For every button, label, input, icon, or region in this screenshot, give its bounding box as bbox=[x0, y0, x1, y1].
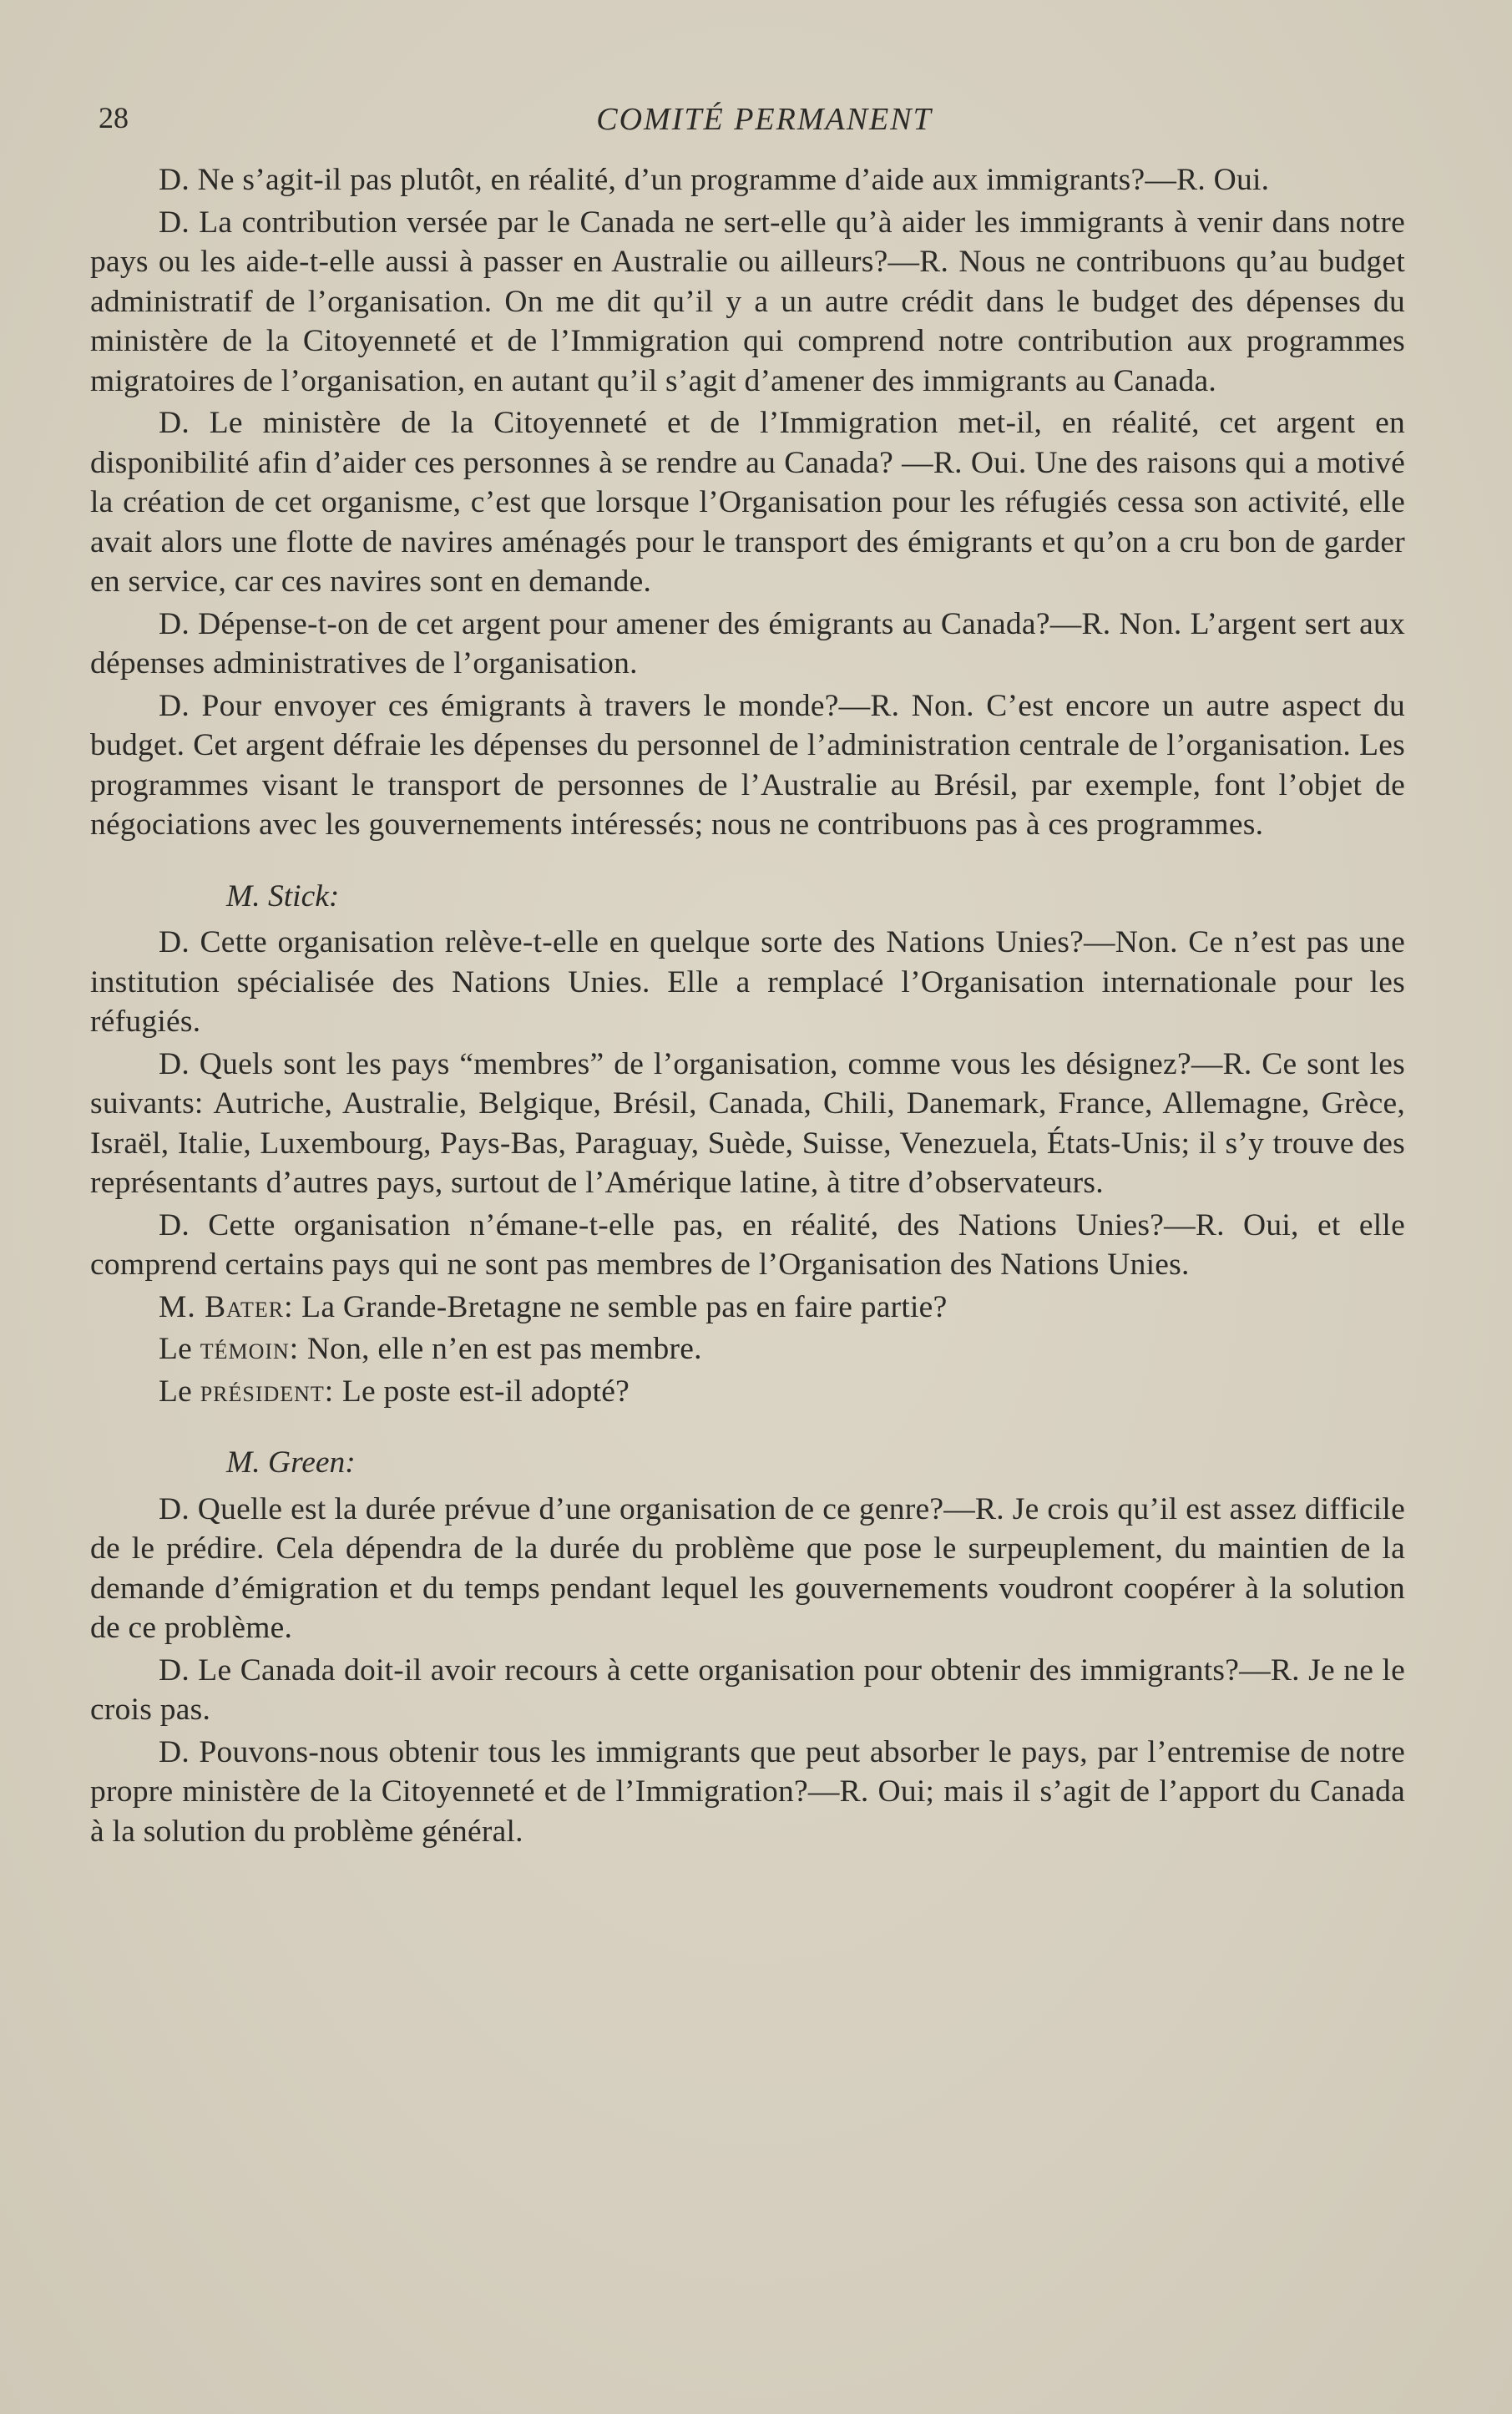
remark-text: Le poste est-il adopté? bbox=[334, 1374, 630, 1409]
paragraph: D. Quelle est la durée prévue d’une organisation de ce genre?—R. Je crois qu’il est assez difficile de le prédire. Cela dépendra de la durée du problème que pose le surpeuplement, du maintien de la demande d’émigration et du temps pendant lequel les gouvernements voudront coopérer à la solution de ce problème. bbox=[90, 1491, 1405, 1645]
paragraph: D. Le ministère de la Citoyenneté et de l’Immigration met-il, en réalité, cet argent en disponibilité afin d’aider ces personnes à se rendre au Canada? —R. Oui. Une des raisons qui a motivé la création de cet organisme, c’est que lorsque l’Organisation pour les réfugiés cessa son activité, elle avait alors une flotte de navires aménagés pour le transport des émigrants et qu’on a cru bon de garder en service, car ces navires sont en demande. bbox=[90, 406, 1405, 599]
page-number: 28 bbox=[99, 101, 129, 134]
paragraph: D. Pour envoyer ces émigrants à travers le monde?—R. Non. C’est encore un autre aspect du budget. Cet argent défraie les dépenses du personnel de l’administration centrale de l’organisation. Les programmes visant le transport de personnes de l’Australie au Brésil, par exemple, font l’objet de négociations avec les gouvernements intéressés; nous ne contribuons pas à ces programmes. bbox=[90, 688, 1405, 842]
speaker-name: témoin: bbox=[200, 1332, 300, 1366]
document-page bbox=[90, 99, 1405, 1851]
speaker-prefix: Le bbox=[159, 1374, 200, 1409]
speaker-name: président: bbox=[200, 1374, 335, 1409]
paragraph: D. Ne s’agit-il pas plutôt, en réalité, d’un programme d’aide aux immigrants?—R. Oui. bbox=[159, 163, 1270, 197]
paragraph: D. Pouvons-nous obtenir tous les immigrants que peut absorber le pays, par l’entremise de notre propre ministère de la Citoyenneté et de l’Immigration?—R. Oui; mais il s’agit de l’apport du Canada à la solution du problème général. bbox=[90, 1734, 1405, 1849]
remark-text: La Grande-Bretagne ne semble pas en faire partie? bbox=[293, 1289, 948, 1324]
running-head bbox=[90, 99, 1405, 149]
section-green bbox=[90, 1490, 1405, 1852]
speaker-name: M. Bater: bbox=[159, 1289, 294, 1324]
paragraph: D. Dépense-t-on de cet argent pour amener des émigrants au Canada?—R. Non. L’argent sert aux dépenses administratives de l’organisation. bbox=[90, 606, 1405, 681]
speaker-prefix: Le bbox=[159, 1332, 200, 1366]
section-opening bbox=[90, 160, 1405, 845]
paragraph: D. Cette organisation relève-t-elle en quelque sorte des Nations Unies?—Non. Ce n’est pas une institution spécialisée des Nations Unies. Elle a remplacé l’Organisation internationale pour les réfugiés. bbox=[90, 925, 1405, 1039]
remark-text: Non, elle n’en est pas membre. bbox=[299, 1332, 702, 1366]
president-remark bbox=[90, 1372, 1405, 1412]
paragraph: D. Cette organisation n’émane-t-elle pas, en réalité, des Nations Unies?—R. Oui, et elle comprend certains pays qui ne sont pas membres de l’Organisation des Nations Unies. bbox=[90, 1207, 1405, 1282]
bater-remark bbox=[90, 1288, 1405, 1328]
speaker-heading-green: M. Green: bbox=[226, 1445, 356, 1480]
paragraph: D. Le Canada doit-il avoir recours à cette organisation pour obtenir des immigrants?—R. Je ne le crois pas. bbox=[90, 1652, 1405, 1727]
paragraph: D. Quels sont les pays “membres” de l’organisation, comme vous les désignez?—R. Ce sont les suivants: Autriche, Australie, Belgique, Brésil, Canada, Chili, Danemark, France, Allemagne, Grèce, Israël, Italie, Luxembourg, Pays-Bas, Paraguay, Suède, Suisse, Venezuela, États-Unis; il s’y trouve des représentants d’autres pays, surtout de l’Amérique latine, à titre d’observateurs. bbox=[90, 1046, 1405, 1200]
speaker-heading-stick: M. Stick: bbox=[226, 878, 340, 913]
running-title: COMITÉ PERMANENT bbox=[596, 102, 933, 137]
witness-remark bbox=[90, 1329, 1405, 1369]
paragraph: D. La contribution versée par le Canada ne sert-elle qu’à aider les immigrants à venir dans notre pays ou les aide-t-elle aussi à passer en Australie ou ailleurs?—R. Nous ne contribuons qu’au budget administratif de l’organisation. On me dit qu’il y a un autre crédit dans le budget des dépenses du ministère de la Citoyenneté et de l’Immigration qui comprend notre contribution aux programmes migratoires de l’organisation, en autant qu’il s’agit d’amener des immigrants au Canada. bbox=[90, 205, 1405, 398]
section-stick bbox=[90, 923, 1405, 1411]
